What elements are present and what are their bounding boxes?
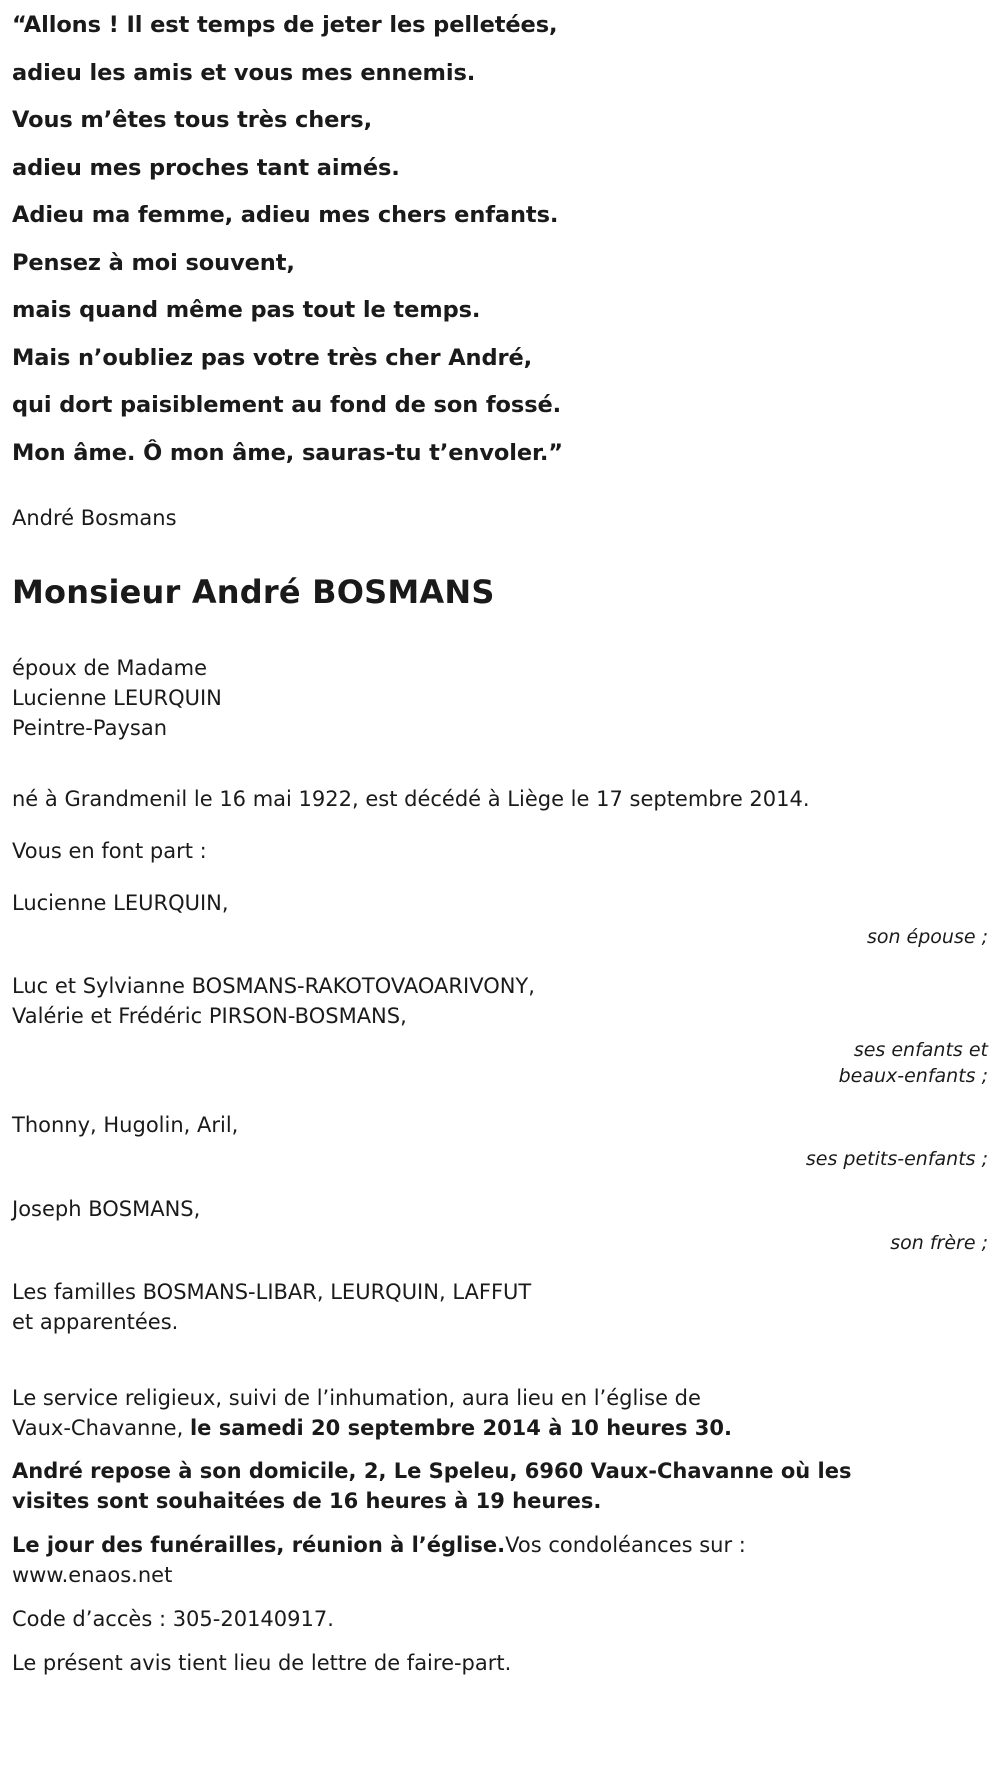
poem-line: Pensez à moi souvent, [12,249,295,276]
family-group [12,1195,988,1256]
spouse-name: Lucienne LEURQUIN [12,686,222,711]
poem-line: Adieu ma femme, adieu mes chers enfants. [12,202,559,228]
family-relation-line: beaux-enfants ; [838,1064,988,1087]
family-relation [12,1147,988,1173]
religious-service-place: Vaux-Chavanne, [12,1415,190,1440]
spouse-label: époux de Madame [12,656,207,681]
poem-line: Vous m’êtes tous très chers, [12,107,373,133]
family-names [12,972,988,1032]
family-relation-line: son frère ; [890,1231,988,1254]
funeral-day-condolences [12,1531,988,1591]
page-title: Monsieur André BOSMANS [12,573,495,612]
profession: Peintre-Paysan [12,716,168,740]
condolences-text: Vos condoléances sur : [505,1533,746,1558]
poem-line: “Allons ! Il est temps de jeter les pelletées, [12,12,558,38]
family-name: Luc et Sylvianne BOSMANS-RAKOTOVAOARIVONY, [12,974,535,999]
family-name: Lucienne LEURQUIN, [12,890,229,915]
service-info [12,1384,988,1679]
family-group [12,1111,988,1172]
repose-line1: André repose à son domicile, 2, Le Speleu, 6960 Vaux-Chavanne où les [12,1459,852,1484]
poem-line: adieu mes proches tant aimés. [12,154,400,181]
family-group [12,889,988,950]
family-name: Joseph BOSMANS, [12,1196,201,1221]
poem-line: adieu les amis et vous mes ennemis. [12,59,476,86]
poem-line: mais quand même pas tout le temps. [12,297,481,323]
poem-line: qui dort paisiblement au fond de son fossé. [12,392,562,418]
family-relation-line: ses enfants et [853,1039,988,1061]
family-name: Les familles BOSMANS-LIBAR, LEURQUIN, LAFFUT [12,1280,532,1305]
family-name: Thonny, Hugolin, Aril, [12,1113,239,1138]
family-group [12,1278,988,1338]
family-relation-line: ses petits-enfants ; [805,1148,988,1171]
family-name: Valérie et Frédéric PIRSON-BOSMANS, [12,1004,407,1029]
religious-service [12,1384,988,1444]
legal-notice: Le présent avis tient lieu de lettre de faire-part. [12,1650,512,1675]
family-names [12,1195,988,1225]
family-relation [12,1231,988,1257]
spouse-info [12,654,988,743]
access-code: Code d’accès : 305-20140917. [12,1606,334,1631]
family-relation [12,925,988,951]
family-relation-line: son épouse ; [866,925,988,948]
family-names [12,889,988,919]
family-names [12,1111,988,1141]
repose-line2: visites sont souhaitées de 16 heures à 19 heures. [12,1489,602,1514]
condolences-url[interactable]: www.enaos.net [12,1562,173,1587]
poem-line: Mon âme. Ô mon âme, sauras-tu t’envoler.” [12,439,563,466]
funeral-day-note: Le jour des funérailles, réunion à l’église. [12,1533,506,1558]
poem-line: Mais n’oubliez pas votre très cher André, [12,344,533,371]
birth-death-line: né à Grandmenil le 16 mai 1922, est décédé à Liège le 17 septembre 2014. [12,786,810,811]
announcement-intro: Vous en font part : [12,839,207,864]
religious-service-datetime: le samedi 20 septembre 2014 à 10 heures 30. [189,1415,732,1440]
family-relation [12,1038,988,1089]
poem-block [12,14,988,464]
family-names [12,1278,988,1338]
family-list [12,889,988,1338]
religious-service-line1: Le service religieux, suivi de l’inhumation, aura lieu en l’église de [12,1385,701,1410]
family-group [12,972,988,1089]
repose-info [12,1457,988,1517]
poem-author: André Bosmans [12,506,177,530]
family-name: et apparentées. [12,1310,179,1334]
